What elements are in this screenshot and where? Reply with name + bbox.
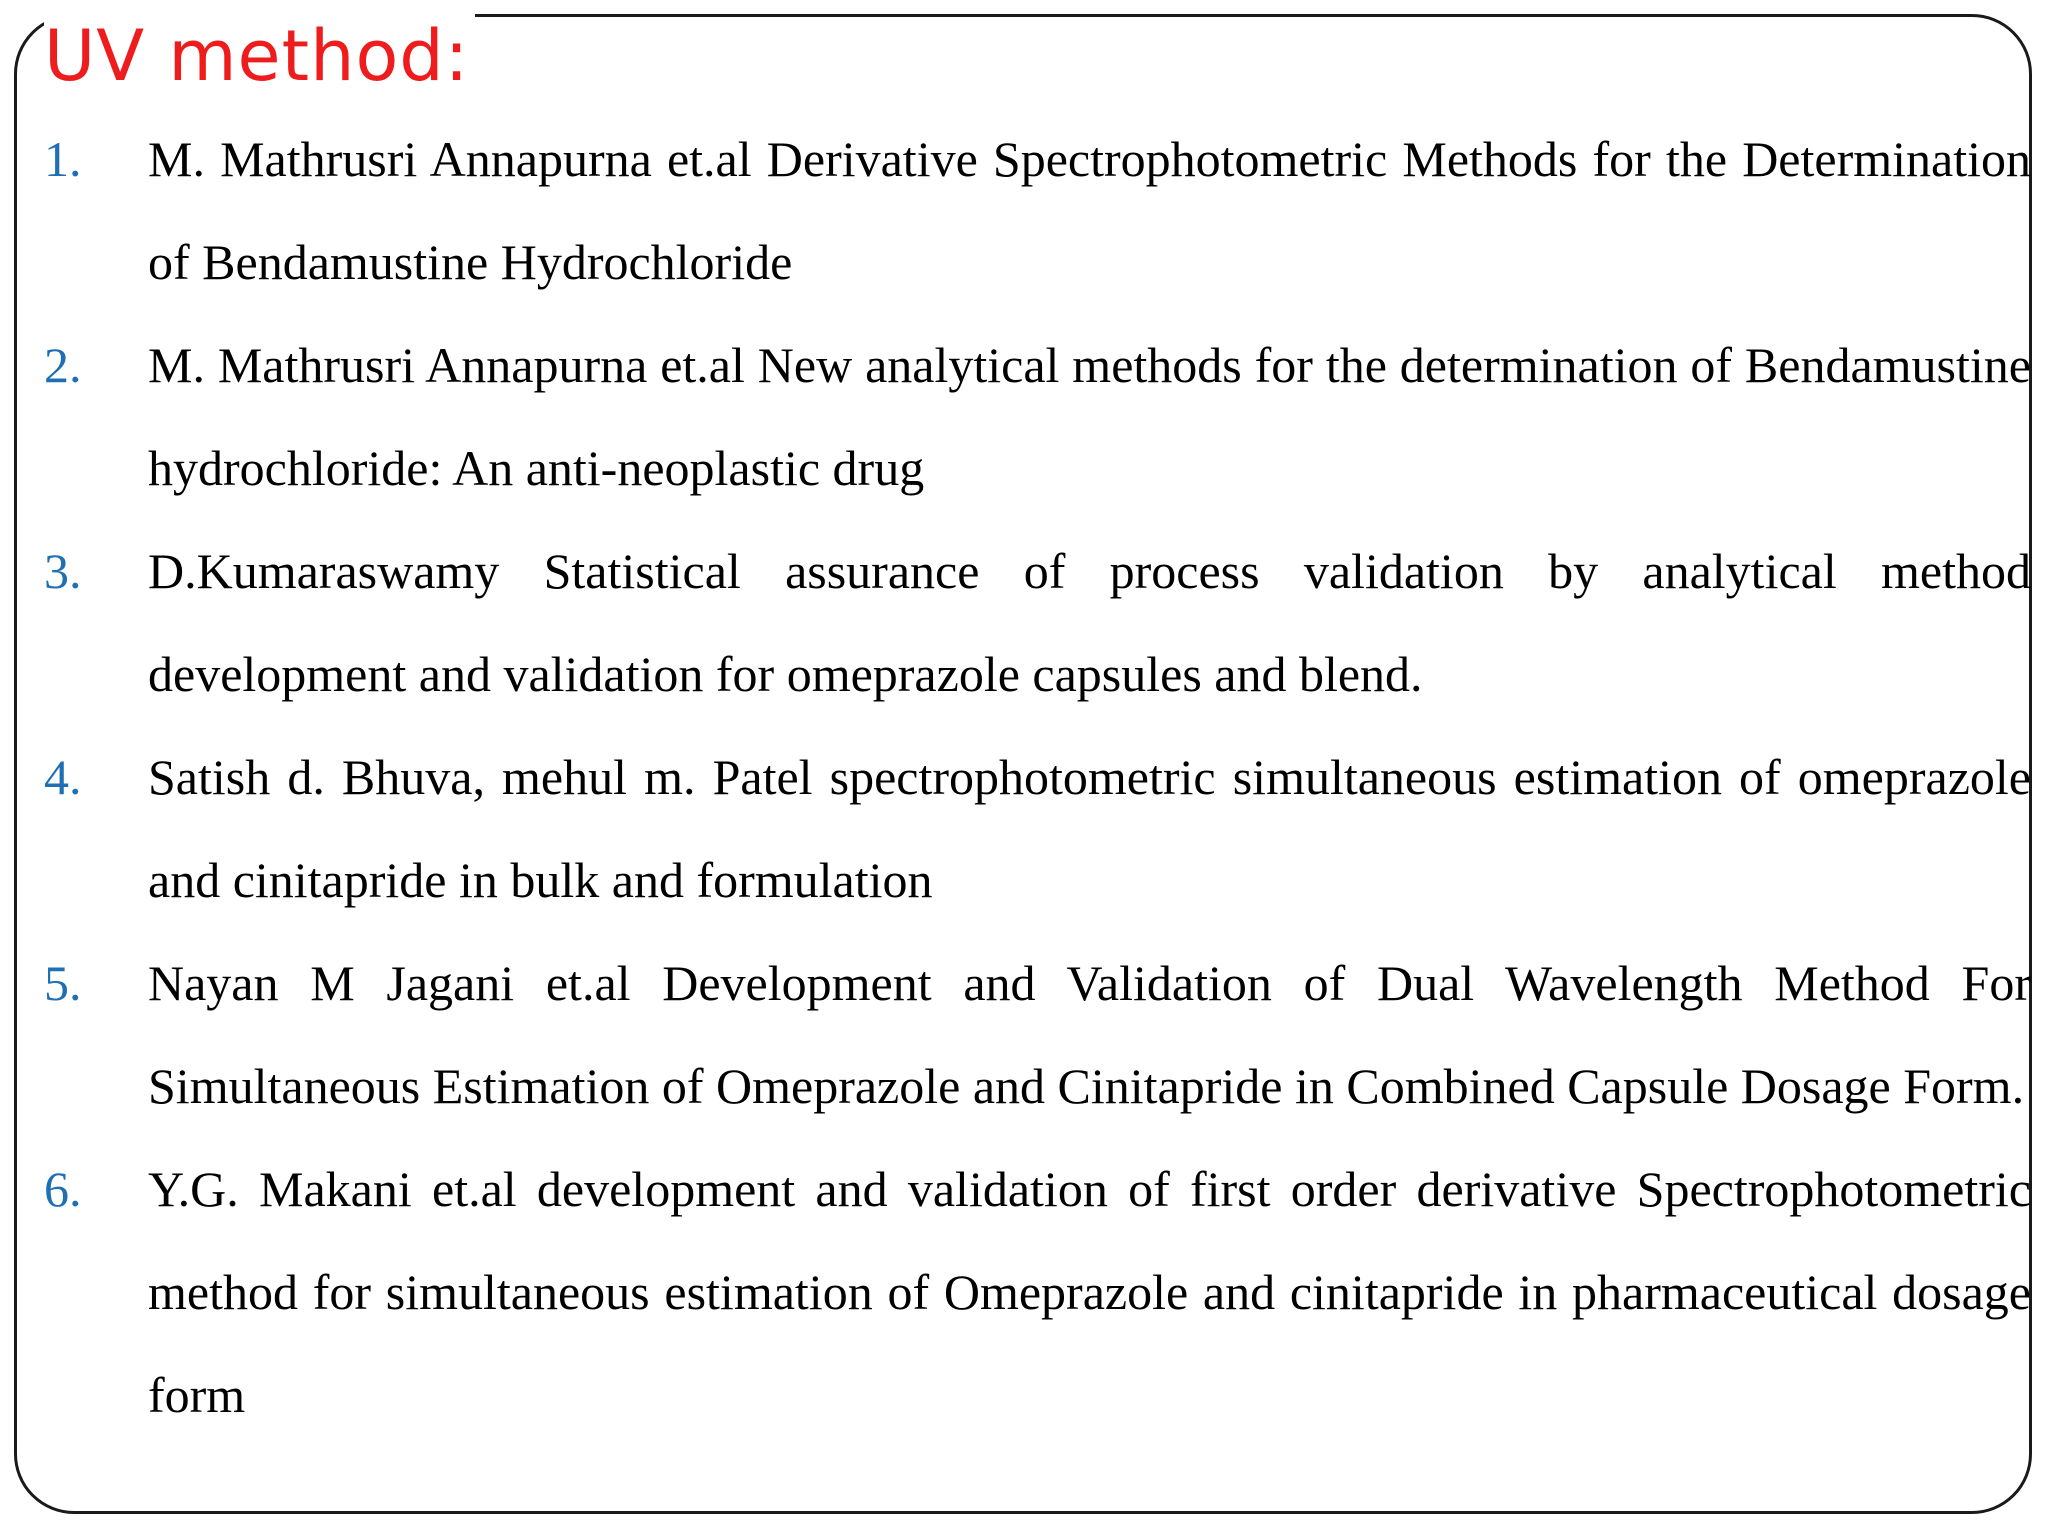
slide-title: UV method: [44,6,475,106]
reference-number: 6. [44,1161,82,1217]
reference-text: M. Mathrusri Annapurna et.al Derivative Spectrophotometric Methods for the Determination of Bendamustine Hydrochloride [148,131,2031,290]
reference-text: Nayan M Jagani et.al Development and Validation of Dual Wavelength Method For Simultaneous Estimation of Omeprazole and Cinitapride in Combined Capsule Dosage Form. [148,955,2031,1114]
reference-item [44,108,2031,314]
reference-item [44,726,2031,932]
reference-item [44,932,2031,1138]
reference-item [44,520,2031,726]
reference-item [44,1138,2031,1447]
reference-text: D.Kumaraswamy Statistical assurance of process validation by analytical method development and validation for omeprazole capsules and blend. [148,543,2031,702]
reference-text: Satish d. Bhuva, mehul m. Patel spectrophotometric simultaneous estimation of omeprazole and cinitapride in bulk and formulation [148,749,2031,908]
reference-number: 2. [44,337,82,393]
reference-item [44,314,2031,520]
reference-number: 1. [44,131,82,187]
reference-text: M. Mathrusri Annapurna et.al New analytical methods for the determination of Bendamustine hydrochloride: An anti-neoplastic drug [148,337,2031,496]
reference-number: 4. [44,749,82,805]
reference-number: 3. [44,543,82,599]
reference-text: Y.G. Makani et.al development and validation of first order derivative Spectrophotometric method for simultaneous estimation of Omeprazole and cinitapride in pharmaceutical dosage form [148,1161,2031,1423]
reference-list [44,108,2031,1447]
reference-number: 5. [44,955,82,1011]
